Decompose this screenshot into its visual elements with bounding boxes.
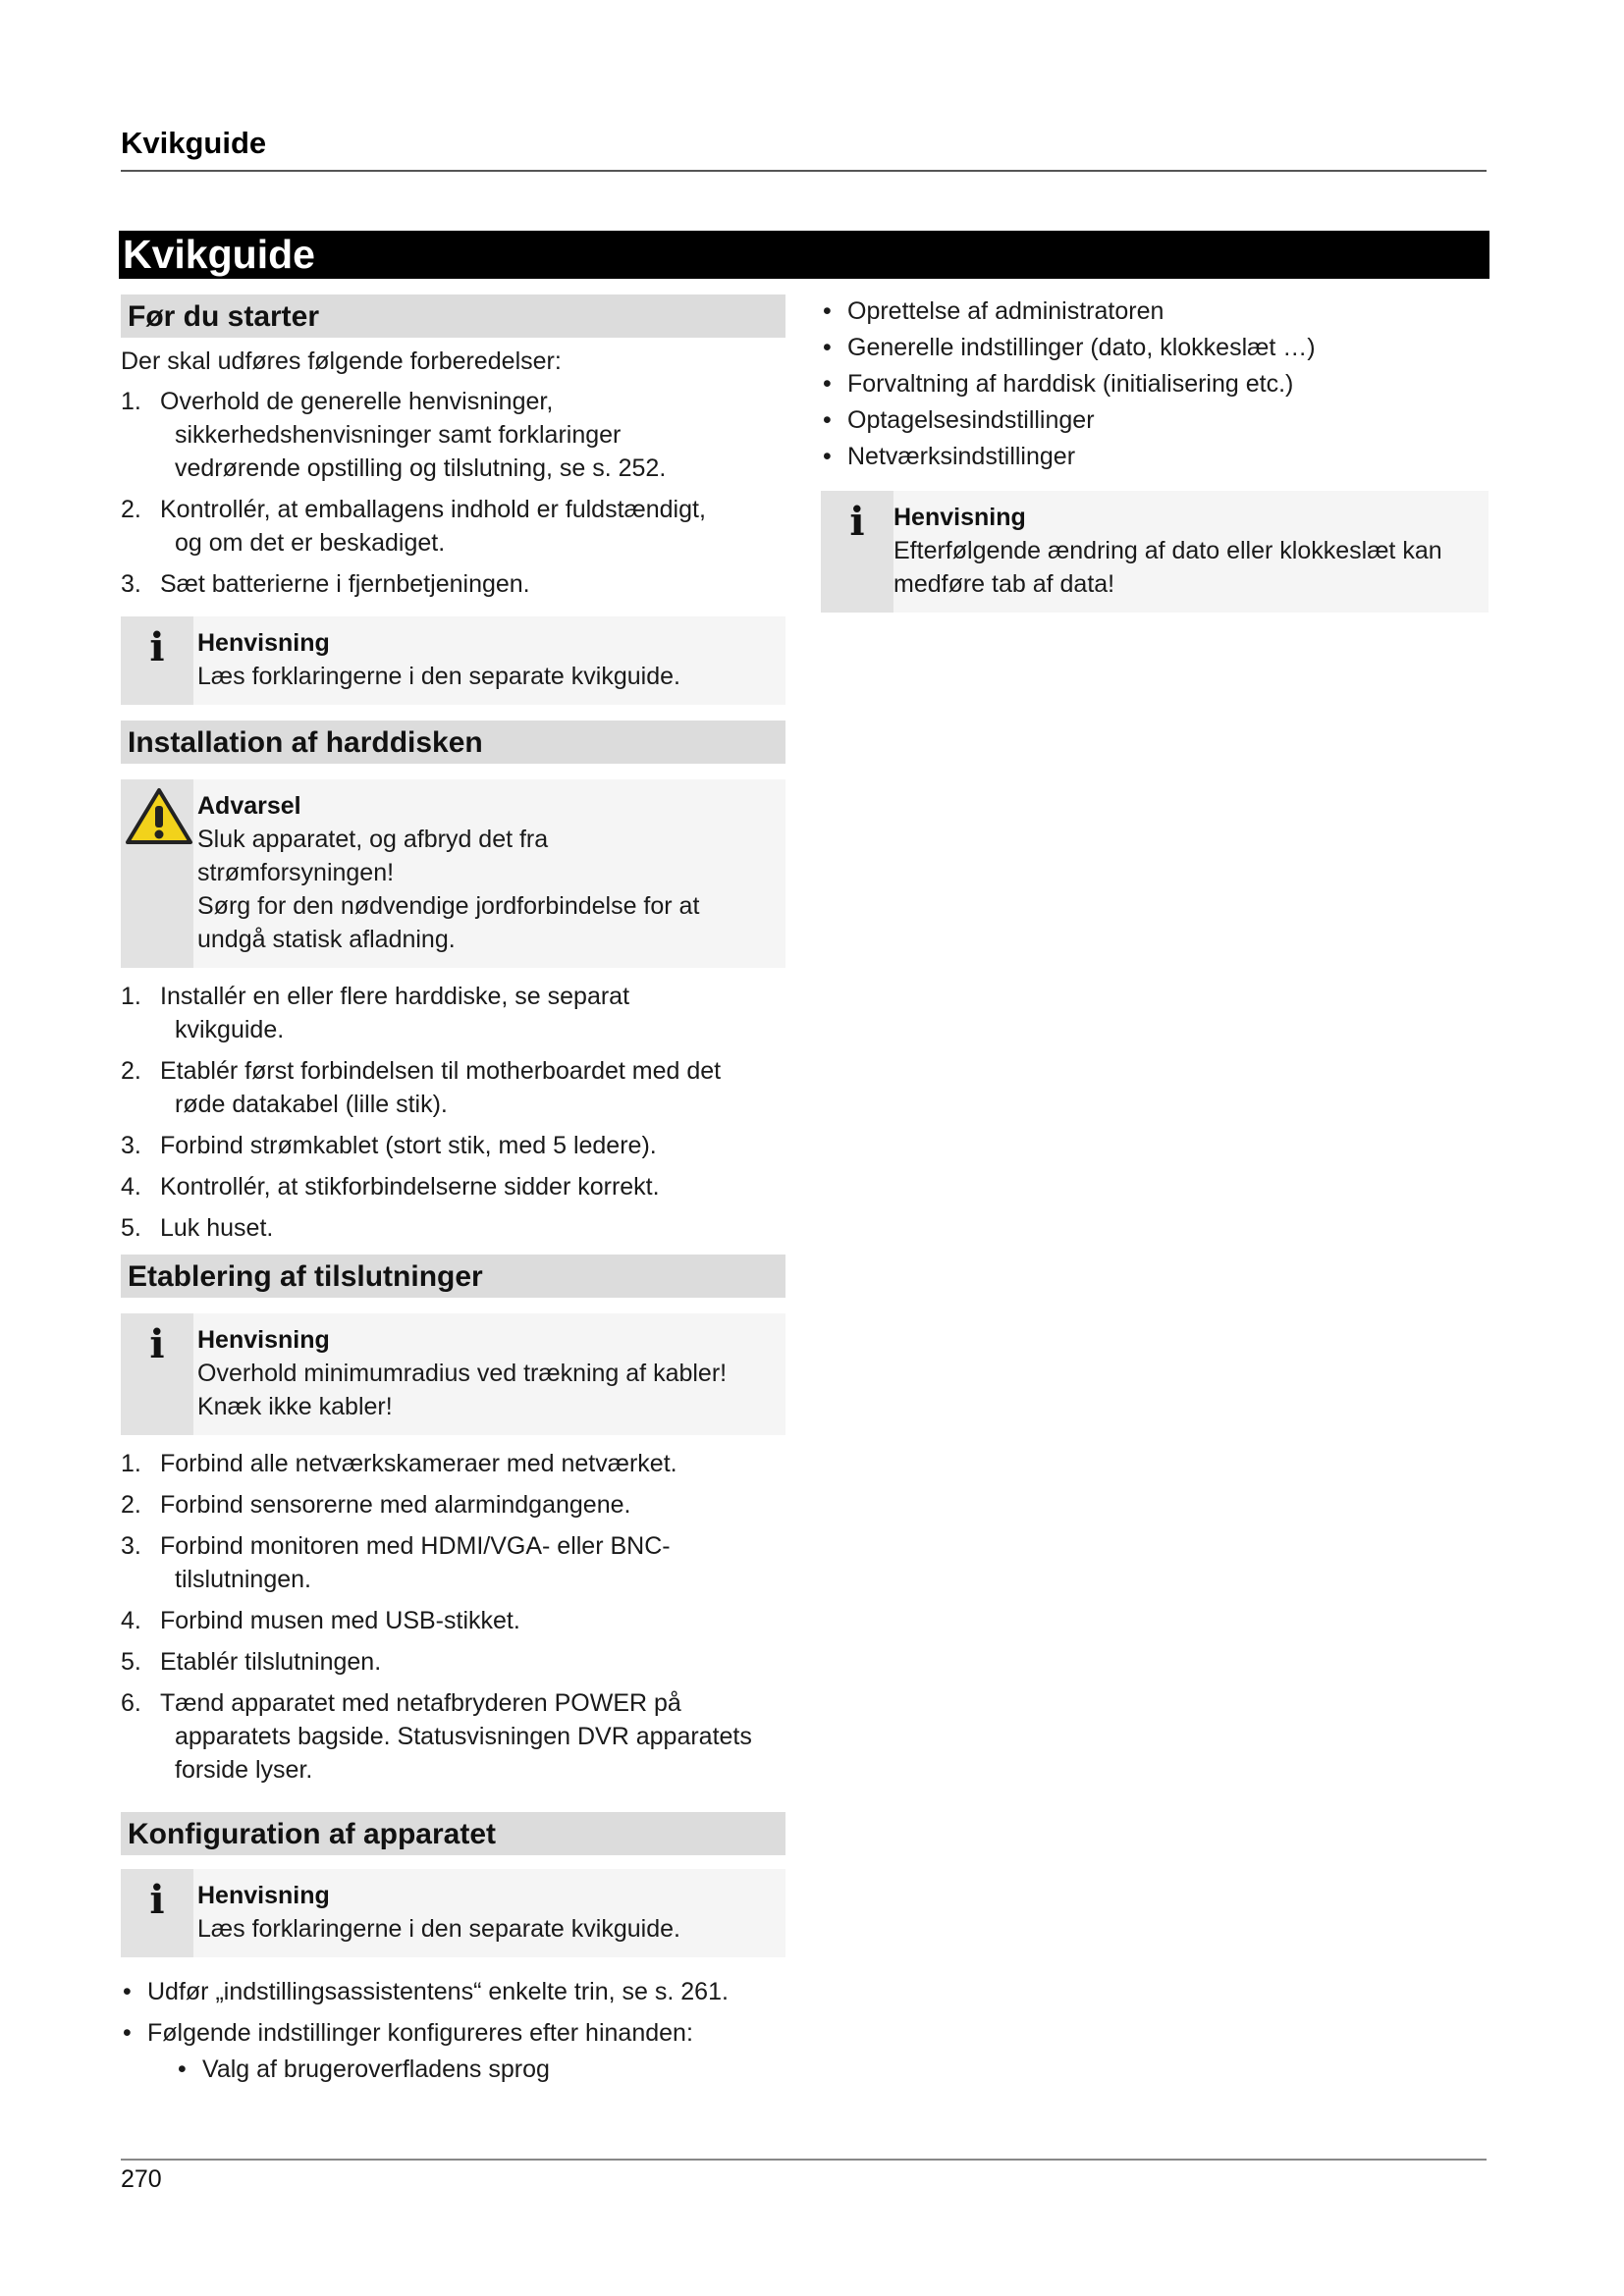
- step-text: Forbind sensorerne med alarmindgangene.: [160, 1491, 631, 1519]
- list-item: [821, 440, 1489, 473]
- configuration-bullets: [121, 1975, 785, 2050]
- bullet-text: Valg af brugeroverfladens sprog: [202, 2056, 550, 2083]
- bullet-icon: •: [823, 443, 832, 470]
- step-text: Overhold de generelle henvisninger,: [160, 388, 554, 415]
- note-body: undgå statisk afladning.: [197, 926, 456, 953]
- bullet-icon: •: [823, 370, 832, 398]
- step-number: 3.: [121, 1532, 141, 1560]
- note-title: Henvisning: [197, 1326, 330, 1354]
- right-column: [821, 294, 1489, 613]
- step-number: 4.: [121, 1173, 141, 1201]
- bullet-text: Netværksindstillinger: [847, 443, 1076, 470]
- step-number: 5.: [121, 1214, 141, 1242]
- list-item: [121, 493, 785, 560]
- list-item: [121, 980, 785, 1046]
- step-number: 2.: [121, 496, 141, 523]
- connections-steps: [121, 1447, 785, 1787]
- step-text-continued: forside lyser.: [175, 1756, 313, 1784]
- bullet-text: Forvaltning af harddisk (initialisering etc.): [847, 370, 1294, 398]
- step-number: 1.: [121, 983, 141, 1010]
- bullet-icon: •: [823, 406, 832, 434]
- note-body: Overhold minimumradius ved trækning af kabler!: [197, 1360, 728, 1387]
- step-text-continued: apparatets bagside. Statusvisningen DVR apparatets: [175, 1723, 752, 1750]
- step-number: 3.: [121, 1132, 141, 1159]
- list-item: [121, 1447, 785, 1480]
- note-body: Sørg for den nødvendige jordforbindelse for at: [197, 892, 700, 920]
- bullet-text: Oprettelse af administratoren: [847, 297, 1164, 325]
- info-note: [821, 491, 1489, 613]
- note-body: Sluk apparatet, og afbryd det fra: [197, 826, 549, 853]
- step-text: Installér en eller flere harddiske, se separat: [160, 983, 630, 1010]
- bullet-icon: •: [123, 1978, 132, 2005]
- warning-triangle-icon: [125, 787, 193, 846]
- step-number: 6.: [121, 1689, 141, 1717]
- step-text-continued: tilslutningen.: [175, 1566, 311, 1593]
- list-item: [121, 567, 785, 601]
- list-item: [821, 294, 1489, 328]
- step-text: Kontrollér, at stikforbindelserne sidder korrekt.: [160, 1173, 660, 1201]
- note-body: Efterfølgende ændring af dato eller klokkeslæt kan: [893, 537, 1442, 564]
- warning-note: [121, 779, 785, 968]
- step-text: Sæt batterierne i fjernbetjeningen.: [160, 570, 530, 598]
- bullet-text: Generelle indstillinger (dato, klokkeslæt …): [847, 334, 1316, 361]
- note-title: Advarsel: [197, 792, 301, 820]
- section-heading-before-start: Før du starter: [121, 294, 785, 338]
- bullet-icon: •: [823, 334, 832, 361]
- install-hdd-steps: [121, 980, 785, 1245]
- list-item: [121, 1645, 785, 1679]
- step-number: 2.: [121, 1057, 141, 1085]
- footer-divider: [121, 2159, 1487, 2161]
- step-text: Etablér først forbindelsen til motherboardet med det: [160, 1057, 722, 1085]
- before-start-steps: [121, 385, 785, 601]
- bullet-text: Udfør „indstillingsassistentens“ enkelte trin, se s. 261.: [147, 1978, 729, 2005]
- section-heading-configuration: Konfiguration af apparatet: [121, 1812, 785, 1855]
- info-icon: i: [149, 1321, 165, 1367]
- intro-text: Der skal udføres følgende forberedelser:: [121, 347, 562, 375]
- step-text-continued: kvikguide.: [175, 1016, 285, 1043]
- list-item: [821, 367, 1489, 400]
- configuration-sub-bullets: [176, 2053, 785, 2086]
- list-item: [121, 1054, 785, 1121]
- step-text: Tænd apparatet med netafbryderen POWER på: [160, 1689, 681, 1717]
- step-number: 5.: [121, 1648, 141, 1676]
- step-number: 4.: [121, 1607, 141, 1634]
- configuration-sub-bullets-continued: [821, 294, 1489, 473]
- section-heading-install-hdd: Installation af harddisken: [121, 721, 785, 764]
- page-number: 270: [121, 2165, 162, 2193]
- list-item: [121, 2016, 785, 2050]
- list-item: [821, 331, 1489, 364]
- note-title: Henvisning: [893, 504, 1026, 531]
- list-item: [121, 1686, 785, 1787]
- page-title: Kvikguide: [119, 231, 1489, 279]
- list-item: [176, 2053, 785, 2086]
- note-body: strømforsyningen!: [197, 859, 395, 886]
- step-number: 3.: [121, 570, 141, 598]
- list-item: [121, 1975, 785, 2008]
- note-icon-cell: [121, 779, 193, 968]
- list-item: [121, 1170, 785, 1203]
- step-number: 2.: [121, 1491, 141, 1519]
- list-item: [121, 1211, 785, 1245]
- note-body: Læs forklaringerne i den separate kvikguide.: [197, 663, 680, 690]
- list-item: [121, 1529, 785, 1596]
- bullet-icon: •: [823, 297, 832, 325]
- list-item: [821, 403, 1489, 437]
- info-note: [121, 616, 785, 705]
- section-heading-connections: Etablering af tilslutninger: [121, 1255, 785, 1298]
- step-number: 1.: [121, 1450, 141, 1477]
- note-icon-cell: [121, 1869, 193, 1957]
- bullet-text: Følgende indstillinger konfigureres efter hinanden:: [147, 2019, 693, 2047]
- step-text: Kontrollér, at emballagens indhold er fuldstændigt,: [160, 496, 706, 523]
- step-text: Luk huset.: [160, 1214, 274, 1242]
- info-icon: i: [149, 1877, 165, 1923]
- step-text: Forbind alle netværkskameraer med netværket.: [160, 1450, 677, 1477]
- note-body: Knæk ikke kabler!: [197, 1393, 393, 1420]
- step-text-continued: sikkerhedshenvisninger samt forklaringer: [175, 421, 622, 449]
- note-body: medføre tab af data!: [893, 570, 1115, 598]
- info-icon: i: [149, 624, 165, 670]
- info-icon: i: [849, 499, 865, 545]
- note-icon-cell: [121, 616, 193, 705]
- step-text: Forbind musen med USB-stikket.: [160, 1607, 520, 1634]
- left-column: [121, 294, 785, 2086]
- list-item: [121, 1129, 785, 1162]
- note-icon-cell: [821, 491, 893, 613]
- info-note: [121, 1869, 785, 1957]
- note-title: Henvisning: [197, 1882, 330, 1909]
- list-item: [121, 385, 785, 485]
- note-body: Læs forklaringerne i den separate kvikguide.: [197, 1915, 680, 1943]
- bullet-icon: •: [123, 2019, 132, 2047]
- step-text-continued: røde datakabel (lille stik).: [175, 1091, 448, 1118]
- step-text: Forbind strømkablet (stort stik, med 5 ledere).: [160, 1132, 657, 1159]
- list-item: [121, 1488, 785, 1522]
- step-text-continued: og om det er beskadiget.: [175, 529, 446, 557]
- bullet-text: Optagelsesindstillinger: [847, 406, 1095, 434]
- note-title: Henvisning: [197, 629, 330, 657]
- step-number: 1.: [121, 388, 141, 415]
- note-icon-cell: [121, 1313, 193, 1435]
- running-head-title: Kvikguide: [121, 126, 267, 160]
- step-text-continued: vedrørende opstilling og tilslutning, se s. 252.: [175, 454, 667, 482]
- step-text: Etablér tilslutningen.: [160, 1648, 382, 1676]
- bullet-icon: •: [178, 2056, 187, 2083]
- step-text: Forbind monitoren med HDMI/VGA- eller BNC-: [160, 1532, 671, 1560]
- info-note: [121, 1313, 785, 1435]
- list-item: [121, 1604, 785, 1637]
- header-divider: [121, 170, 1487, 172]
